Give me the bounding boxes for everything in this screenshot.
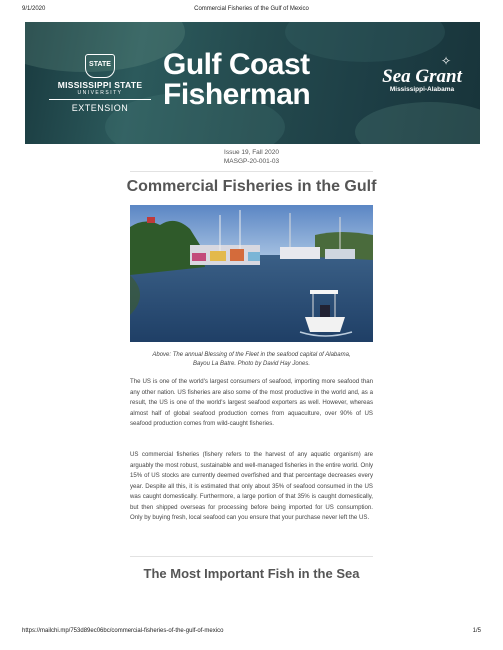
print-url: https://mailchi.mp/753d89ec06bc/commercial-fisheries-of-the-gulf-of-mexico <box>22 628 224 634</box>
divider <box>130 171 373 172</box>
caption-line2: Bayou La Batre. Photo by David Hay Jones. <box>192 361 311 367</box>
issue-code: MASGP-20-001-03 <box>223 158 280 165</box>
newsletter-title <box>163 50 310 110</box>
msu-name: MISSISSIPPI STATE <box>57 80 143 90</box>
sea-grant-logo <box>373 54 471 93</box>
newsletter-title-line1: Gulf Coast <box>163 48 310 81</box>
print-title: Commercial Fisheries of the Gulf of Mexico <box>194 6 309 12</box>
msu-seal-icon: STATE <box>85 54 115 78</box>
blessing-of-fleet-photo <box>130 205 373 342</box>
msu-extension: EXTENSION <box>71 103 129 113</box>
caption-line1: Above: The annual Blessing of the Fleet in the seafood capital of Alabama, <box>152 352 351 358</box>
msu-university: UNIVERSITY <box>77 90 123 96</box>
logo-divider <box>49 99 151 100</box>
bird-icon: ✧ <box>441 54 452 68</box>
print-header <box>22 6 481 16</box>
divider <box>130 556 373 557</box>
msu-extension-logo <box>45 54 155 114</box>
page-number: 1/5 <box>472 628 481 634</box>
paragraph-1: The US is one of the world's largest consumers of seafood, importing more seafood than any other nation. US fisheries are also some of the most productive in the world and, as a result, the US is one of the world's largest seafood exporters as well. However, whereas almost half of global seafood production comes from aquaculture, over 90% of US seafood production comes from wild-caught fisheries. <box>130 378 373 427</box>
section-title: The Most Important Fish in the Sea <box>143 566 360 581</box>
issue-info <box>0 148 503 166</box>
newsletter-banner <box>25 22 480 144</box>
article-title: Commercial Fisheries in the Gulf <box>126 178 377 195</box>
print-footer <box>22 628 481 638</box>
photo-caption <box>130 351 373 369</box>
print-date: 9/1/2020 <box>22 6 46 12</box>
sea-grant-region: Mississippi-Alabama <box>389 86 455 93</box>
paragraph-2: US commercial fisheries (fishery refers to the harvest of any aquatic organism) are arguably the most robust, sustainable and well-managed fisheries in the entire world. Only 15% of US stocks are currently deemed overfished and that percentage decreases every year. Despite all this, it is estimated that only about 35% of seafood consumed in the US was caught domestically. Furthermore, a large portion of that 35% is caught domestically, but then shipped overseas for processing before being imported for US consumption. Only by buying fresh, local seafood can you ensure that your purchase never left the US. <box>130 451 373 521</box>
sea-grant-name: Sea Grant <box>382 66 462 87</box>
newsletter-title-line2: Fisherman <box>163 78 311 111</box>
issue-number: Issue 19, Fall 2020 <box>224 149 279 156</box>
